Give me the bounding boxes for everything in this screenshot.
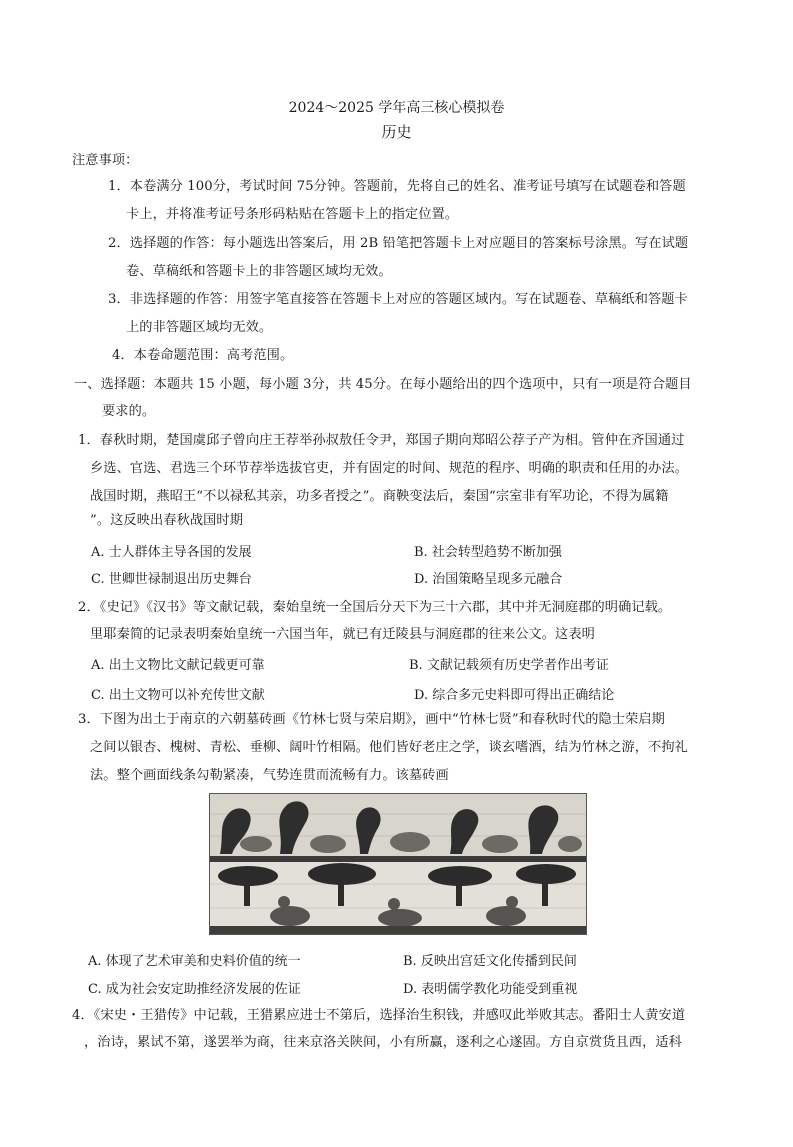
section-heading-cont: 要求的。 [102,404,156,419]
question-1-line-2: 乡选、官选、君选三个环节荐举选拔官吏，并有固定的时间、规范的程序、明确的职责和任用的办法。 [90,461,688,476]
question-2-option-d[interactable]: D. 综合多元史料即可得出正确结论 [414,688,615,703]
question-3-line-3: 法。整个画面线条勾勒紧凑，气势连贯而流畅有力。该墓砖画 [90,768,449,783]
notice-item-3-cont: 上的非答题区域均无效。 [126,320,273,335]
brick-painting-illustration [210,794,586,934]
question-1-option-d[interactable]: D. 治国策略呈现多元融合 [414,572,563,587]
question-1-line-1: 1．春秋时期，楚国虞邱子曾向庄王荐举孙叔敖任令尹，郑国子期向郑昭公荐子产为相。管仲在齐国通过 [78,433,685,448]
question-4-line-1: 4．《宋史・王猎传》中记载，王猎累应进士不第后，选择治生积钱，并感叹此举败其志。番阳士人黄安道 [72,1008,686,1023]
question-3-option-a[interactable]: A. 体现了艺术审美和史料价值的统一 [88,954,301,969]
notice-heading: 注意事项： [72,153,139,168]
question-1-option-b[interactable]: B. 社会转型趋势不断加强 [414,545,562,560]
question-3-option-b[interactable]: B. 反映出宫廷文化传播到民间 [403,954,577,969]
question-2-option-c[interactable]: C. 出土文物可以补充传世文献 [91,688,265,703]
question-2-line-1: 2．《史记》《汉书》等文献记载，秦始皇统一全国后分天下为三十六郡，其中并无洞庭郡的明确记载。 [78,600,672,615]
notice-item-2: 2．选择题的作答：每小题选出答案后，用 2B 铅笔把答题卡上对应题目的答案标号涂黑。写在试题 [108,236,689,251]
question-1-option-c[interactable]: C. 世卿世禄制退出历史舞台 [91,572,252,587]
question-1-line-4: ”。这反映出春秋战国时期 [90,513,244,528]
exam-subject: 历史 [381,123,412,141]
question-2-option-a[interactable]: A. 出土文物比文献记载更可靠 [91,658,265,673]
brick-painting-image [209,793,587,935]
question-4-line-2: ，治诗，累试不第，遂罢举为商，往来京洛关陕间，小有所赢，逐利之心遂固。方自京赏货且西，适科 [84,1035,682,1050]
question-3-line-2: 之间以银杏、槐树、青松、垂柳、阔叶竹相隔。他们皆好老庄之学，谈玄嗜酒，结为竹林之游，不拘礼 [90,740,688,755]
question-1-option-a[interactable]: A. 士人群体主导各国的发展 [91,545,252,560]
notice-item-4: 4．本卷命题范围：高考范围。 [112,348,294,363]
question-2-line-2: 里耶秦简的记录表明秦始皇统一六国当年，就已有迁陵县与洞庭郡的往来公文。这表明 [90,627,595,642]
notice-item-1: 1．本卷满分 100分，考试时间 75分钟。答题前，先将自己的姓名、准考证号填写在试题卷和答题 [108,179,686,194]
question-3-line-1: 3．下图为出土于南京的六朝墓砖画《竹林七贤与荣启期》，画中“竹林七贤”和春秋时代的隐士荣启期 [78,712,665,727]
exam-title: 2024～2025 学年高三核心模拟卷 [288,100,505,116]
question-2-option-b[interactable]: B. 文献记载须有历史学者作出考证 [409,658,609,673]
section-heading: 一、选择题：本题共 15 小题，每小题 3分，共 45分。在每小题给出的四个选项中，只有一项是符合题目 [74,377,692,392]
question-1-line-3: 战国时期，燕昭王“不以禄私其亲，功多者授之”。商鞅变法后，秦国“宗室非有军功论，不得为属籍 [90,489,669,504]
question-3-option-c[interactable]: C. 成为社会安定助推经济发展的佐证 [88,982,301,997]
notice-item-2-cont: 卷、草稿纸和答题卡上的非答题区域均无效。 [126,264,392,279]
notice-item-3: 3．非选择题的作答：用签字笔直接答在答题卡上对应的答题区域内。写在试题卷、草稿纸和答题卡 [108,292,688,307]
notice-item-1-cont: 卡上，并将准考证号条形码粘贴在答题卡上的指定位置。 [126,207,459,222]
question-3-option-d[interactable]: D. 表明儒学教化功能受到重视 [403,982,578,997]
